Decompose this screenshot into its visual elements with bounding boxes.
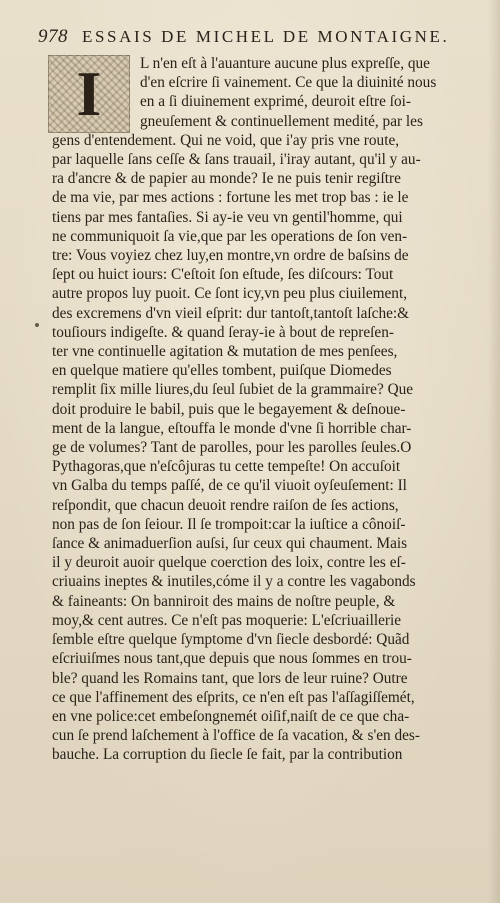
text-line: ſemble eſtre quelque ſymptome d'vn ſiecle desbordé: Quãd — [52, 631, 410, 649]
text-line: d'en eſcrire ſi vainement. Ce que la diuinité nous — [140, 74, 437, 92]
text-line: gens d'entendement. Qui ne void, que i'ay pris vne route, — [52, 131, 400, 149]
text-line: ce que l'affinement des eſprits, ce n'en eſt pas l'aſſagiſſemét, — [52, 688, 415, 706]
text-line: vn Galba du temps paſſé, de ce qu'il viuoit oyſeuſement: Il — [52, 477, 407, 495]
text-line: eſcriuiſmes nous tant,que depuis que nous ſommes en trou- — [52, 650, 412, 668]
text-line: non pas de ſon ſeiour. Il ſe trompoit:car la iuſtice a cônoiſ- — [52, 515, 406, 533]
text-line: gneuſement & continuellement medité, par les — [140, 112, 423, 130]
text-line: ne communiquoit ſa vie,que par les operations de ſon ven- — [52, 227, 408, 245]
text-line: tre: Vous voyiez chez luy,en montre,vn ordre de baſsins de — [52, 247, 409, 265]
text-line: touſiours indigeſte. & quand ſeray-ie à bout de repreſen- — [52, 323, 394, 341]
text-line: moy,& cent autres. Ce n'eſt pas moquerie: L'eſcriuaillerie — [52, 611, 401, 629]
text-line: de ma vie, par mes actions : fortune les met trop bas : ie le — [52, 189, 409, 207]
text-line: & faineants: On banniroit des mains de noſtre peuple, & — [52, 592, 396, 610]
text-line: des excremens d'vn vieil eſprit: dur tantoſt,tantoſt laſche:& — [52, 304, 410, 322]
text-line: il y deuroit auoir quelque coerction des loix, contre les eſ- — [52, 554, 406, 572]
text-line: tiens par mes fantaſies. Si ay-ie veu vn gentil'homme, qui — [52, 208, 403, 226]
text-line: par laquelle ſans ceſſe & ſans trauail, i'iray autant, qu'il y au- — [52, 151, 421, 169]
text-line: ſance & animaduerſion auſsi, ſur ceux qui chaument. Mais — [52, 535, 408, 553]
text-line: criuains ineptes & inutiles,cóme il y a contre les vagabonds — [52, 573, 416, 591]
text-line: ment de la langue, eſtouffa le monde d'vne ſi horrible char- — [52, 419, 412, 437]
text-line: L n'en eſt à l'auanture aucune plus expreſſe, que — [140, 55, 430, 72]
text-line: doit produire le babil, puis que le begayement & deſnoue- — [52, 400, 406, 418]
text-line: en quelque matiere qu'elles tombent, puiſque Diomedes — [52, 362, 392, 380]
text-line: bauche. La corruption du ſiecle ſe fait, par la contribution — [52, 746, 403, 764]
text-line: en a ſi diuinement exprimé, deuroit eſtre ſoi- — [140, 93, 412, 111]
text-line: ble? quand les Romains tant, que lors de leur ruine? Outre — [52, 669, 408, 687]
margin-mark — [35, 323, 39, 327]
body-text — [52, 54, 488, 765]
text-line: en vne police:cet embeſongnemét oiſif,naiſt de ce que cha- — [52, 707, 410, 725]
drop-cap-letter: I — [76, 58, 102, 129]
text-line: cun ſe prend laſchement à l'office de ſa vacation, & s'en des- — [52, 727, 420, 745]
page-edge-shadow — [488, 0, 500, 903]
text-line: autre propos luy puoit. Ce ſont icy,vn peu plus ciuilement, — [52, 285, 408, 303]
text-line: reſpondit, que chacun deuoit rendre raiſon de ſes actions, — [52, 496, 399, 514]
text-line: ter vne continuelle agitation & mutation de mes penſees, — [52, 343, 398, 361]
running-title: ESSAIS DE MICHEL DE MONTAIGNE. — [82, 27, 450, 46]
text-line: Pythagoras,que n'eſcôjuras tu cette tempeſte! On accuſoit — [52, 458, 401, 476]
page-number: 978 — [38, 26, 68, 47]
text-line: ſept ou huict iours: C'eſtoit ſon eſtude, ſes diſcours: Tout — [52, 266, 394, 284]
text-line: remplit ſix mille liures,du ſeul ſubiet de la grammaire? Que — [52, 381, 414, 399]
text-line: ge de volumes? Tant de parolles, pour les parolles ſeules.O — [52, 439, 412, 457]
text-line: ra d'ancre & de papier au monde? Ie ne puis tenir regiſtre — [52, 170, 401, 188]
